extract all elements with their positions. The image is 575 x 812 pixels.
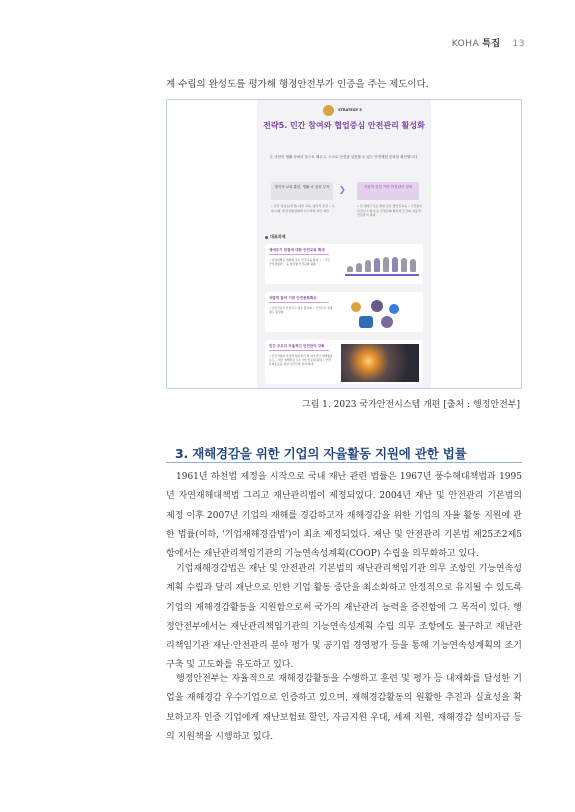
task-section-participation xyxy=(265,292,423,332)
body-paragraph: 기업재해경감법은 재난 및 안전관리 기본법의 재난관리책임기관 의무 조항인 기능연속성계획 수립과 달리 재난으로 인한 기업 활동 중단을 최소화하고 안정적으로 유지될 수 있도록 기업의 재해경감활동을 지원함으로써 국가의 재난관리 능력을 증진함에 그 목적이 있다. 행정안전부에서는 재난관리책임기관의 기능연속성계획 수립 의무 조항에도 불구하고 재난관리책임기관 재난·안전관리 분야 평가 및 공기업 경영평가 등을 통해 기능연속성계획의 조기 구축 및 고도화를 유도하고 있다. xyxy=(166,564,523,671)
section-heading: 3. 재해경감을 위한 기업의 자율활동 지원에 관한 법률 xyxy=(175,446,467,461)
task-divider xyxy=(269,302,329,303)
body-paragraph: 행정안전부는 자율적으로 재해경감활동을 수행하고 훈련 및 평가 등 내재화를 달성한 기업을 재해경감 우수기업으로 인증하고 있으며, 재해경감활동의 원활한 추진과 실효성을 확보하고자 인증 기업에게 재난보험료 할인, 자금지원 우대, 세제 지원, 재해경감 설비자금 등의 지원책을 시행하고 있다. xyxy=(166,674,522,742)
strategy-tag: STRATEGY 5 xyxy=(338,108,362,112)
magazine-name: KOHA xyxy=(451,39,480,49)
target-state-box: 자율적 실천 기반 안전관리 강화 xyxy=(357,182,419,200)
heading-rule xyxy=(166,462,522,463)
task-heading: 자발적 참여 기반 안전문화확산 xyxy=(269,296,317,300)
body-paragraph: 1961년 하천법 제정을 시작으로 국내 재난 관련 법률은 1967년 풍수해대책법과 1995년 자연재해대책법 그리고 재난관리법이 제정되었다. 2004년 재난 및 안전관리 기본법의 제정 이후 2007년 기업의 재해를 경감하고자 재해경감을 위한 기업의 자율 활동 지원에 관한 법률(이하, '기업재해경감법')이 최초 제정되었다. 재난 및 안전관리 기본법 제25조2제5항에서는 재난관리책임기관의 기능연속성계획(COOP) 수립을 의무화하고 있다. xyxy=(166,472,522,560)
section-label: 특집 xyxy=(482,39,501,49)
figure-frame xyxy=(166,99,522,389)
bullet-dot-icon xyxy=(265,236,268,239)
task-heading: 생애주기 관점에 대한 안전교육 확대 xyxy=(269,248,325,252)
life-cycle-figures-icon xyxy=(345,256,419,278)
tasks-label-text: 대표과제 xyxy=(270,234,286,239)
lead-text: 계 수립의 완성도를 평가해 행정안전부가 인증을 주는 제도이다. xyxy=(166,79,429,90)
poster-title: 전략5. 민간 참여와 협업중심 안전관리 활성화 xyxy=(263,121,425,130)
task-heading: 민간 주도의 자율적인 안전관리 강화 xyxy=(269,344,325,348)
timeline-bar xyxy=(345,274,419,276)
safety-report-illustration-icon xyxy=(349,298,409,330)
task-divider xyxy=(269,254,329,255)
current-state-box: 형식적 교육 훈련, 생활 속 실천 부족 xyxy=(271,182,333,200)
industrial-worker-photo xyxy=(341,344,419,382)
task-text: • 민간기업의 자율적 재난관리 및 자가진단 체계활용 유도 • 재난 재해경감 우수기업 인증제 확대 • 안전문화운동을 위한 시민단체 참여 확대 xyxy=(269,354,333,366)
strategy-poster xyxy=(257,100,431,388)
arrow-right-icon: ❯ xyxy=(339,185,346,194)
tasks-label xyxy=(265,234,285,240)
task-section-education xyxy=(265,244,423,284)
strategy-logo-icon xyxy=(323,105,334,116)
page-number: 13 xyxy=(512,39,525,49)
task-section-private-sector xyxy=(265,340,423,384)
task-text: • 연령대별로 체험형 필수 안전교육 확대 • 「국민 안전체험관」 등 현장형 안전문화 확충 xyxy=(269,258,330,266)
figure-caption: 그림 1. 2023 국가안전시스템 개편 [출처 : 행정안전부] xyxy=(301,400,520,410)
task-text: • 안전신문고 안전신고 접수 활성화 • 안전신고 정착제도 활성화 xyxy=(269,306,333,314)
task-divider xyxy=(269,350,329,351)
poster-description: 온 국민이 생활 속에서 몸으로 배우고, 스스로 안전을 실천할 수 있는 안전체험 문화를 확산합니다. xyxy=(269,155,419,159)
target-state-notes: • 전 생애주기를 체험 중심 생안전교육 • 국민참여 안전신고 확대 등 안전문화 확산과 민간의 자율적 안전관리 체계 xyxy=(357,204,423,217)
current-state-notes: • 일부 연령층(학생)·대상 교육, 형식적 훈련 • 유의 사항 내 안전활성화와 인프라의 관련 제언 xyxy=(271,204,335,213)
page-header xyxy=(452,36,525,49)
